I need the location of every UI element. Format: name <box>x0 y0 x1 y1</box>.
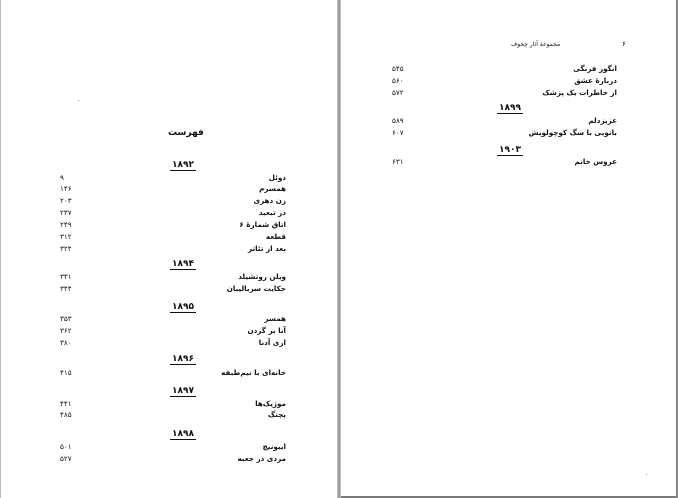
year-heading: ۱۸۹۷ <box>172 386 194 396</box>
toc-entry-title: دربارهٔ عشق <box>574 76 617 85</box>
toc-entry-title: از خاطرات یک پزشک <box>542 88 617 97</box>
toc-entry-title: خانه‌ای با نیم‌طبقه <box>221 368 286 377</box>
toc-entry-page: ۲۰۳ <box>60 196 72 205</box>
toc-entry-title: عروس خانم <box>574 157 617 166</box>
toc-entry-title: اتاق شمارهٔ ۶ <box>239 220 286 229</box>
toc-entry-page: ۶۳۱ <box>392 157 404 166</box>
toc-entry-title: ایبونیچ <box>262 442 286 451</box>
toc-entry-title: بانویی با سگ کوچولویش <box>528 128 617 137</box>
toc-entry-page: ۳۸۰ <box>60 338 72 347</box>
running-header: مجموعهٔ آثار چخوف <box>511 41 561 48</box>
toc-entry-page: ۳۳۱ <box>60 272 72 281</box>
toc-entry-title: آنا بر گردن <box>247 326 286 335</box>
toc-entry-title: زن دهری <box>253 196 286 205</box>
toc-entry-page: ۶۰۷ <box>392 128 404 137</box>
toc-entry-page: ۵۰۱ <box>60 442 72 451</box>
page-number: ۶ <box>622 40 626 48</box>
toc-entry-page: ۵۶۰ <box>392 76 404 85</box>
right-page <box>341 0 678 498</box>
toc-entry-title: قطعه <box>265 232 286 241</box>
toc-entry-title: ویلن روتشیلد <box>238 272 286 281</box>
year-heading: ۱۸۹۶ <box>172 354 194 364</box>
toc-entry-title: مردی در جعبه <box>237 454 286 463</box>
year-heading: ۱۸۹۲ <box>172 160 194 170</box>
toc-entry-title: انگور فرنگی <box>573 64 617 73</box>
toc-entry-page: ۲۴۹ <box>60 220 72 229</box>
toc-title: فهرست <box>168 128 204 138</box>
year-heading: ۱۸۹۹ <box>499 103 521 113</box>
year-heading: ۱۸۹۵ <box>172 302 194 312</box>
toc-entry-title: حکایت سربالیبان <box>226 284 286 293</box>
toc-entry-title: پچنگ <box>267 410 286 419</box>
toc-entry-page: ۳۵۳ <box>60 314 72 323</box>
toc-entry-page: ۳۲۴ <box>60 244 72 253</box>
toc-entry-page: ۵۴۵ <box>392 64 404 73</box>
toc-entry-title: همسر <box>264 314 286 323</box>
toc-entry-title: در تبعید <box>258 208 286 217</box>
toc-entry-page: ۵۸۹ <box>392 116 404 125</box>
toc-entry-page: ۹ <box>60 173 64 182</box>
toc-entry-page: ۴۱۵ <box>60 368 72 377</box>
toc-entry-page: ۴۸۵ <box>60 410 72 419</box>
toc-entry-page: ۵۲۷ <box>60 454 72 463</box>
page-edge <box>0 0 1 498</box>
toc-entry-title: عزیزدلم <box>588 116 617 125</box>
speck <box>646 474 647 475</box>
toc-entry-page: ۳۱۲ <box>60 232 72 241</box>
toc-entry-page: ۳۴۴ <box>60 284 72 293</box>
toc-entry-page: ۴۴۱ <box>60 399 72 408</box>
toc-entry-page: ۲۳۷ <box>60 208 72 217</box>
toc-entry-title: موژیک‌ها <box>255 399 286 408</box>
toc-entry-title: دوئل <box>268 173 286 182</box>
toc-entry-title: همسرم <box>259 184 286 193</box>
year-heading: ۱۹۰۳ <box>499 145 521 155</box>
toc-entry-title: اری آدنا <box>258 338 286 347</box>
toc-entry-page: ۱۴۶ <box>60 184 72 193</box>
toc-entry-page: ۵۷۲ <box>392 88 404 97</box>
toc-entry-title: بعد از تئاتر <box>247 244 286 253</box>
toc-entry-page: ۳۶۲ <box>60 326 72 335</box>
year-heading: ۱۸۹۸ <box>172 429 194 439</box>
speck <box>78 100 79 101</box>
year-heading: ۱۸۹۴ <box>172 259 194 269</box>
